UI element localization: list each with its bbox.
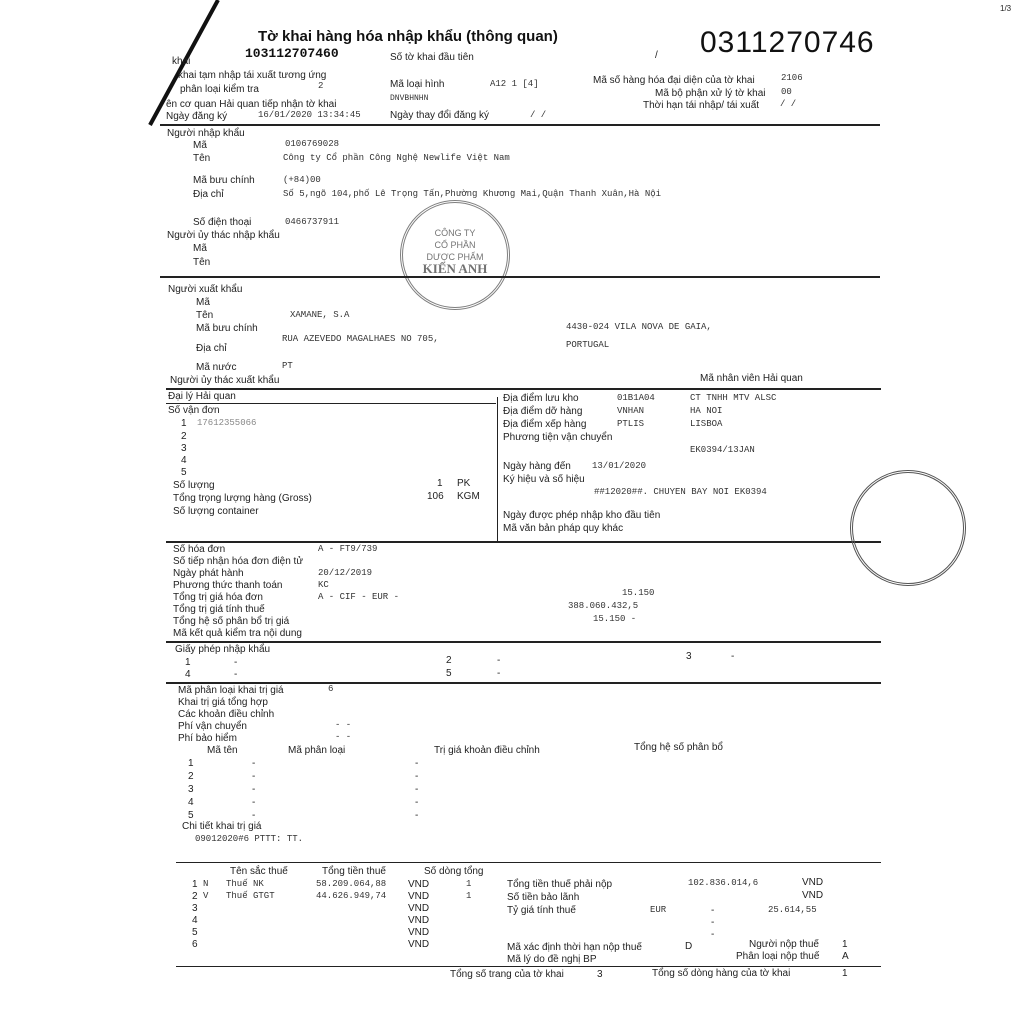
- row-no: 5: [188, 810, 194, 821]
- exporter-country: PT: [282, 361, 293, 371]
- marks-label: Ký hiệu và số hiệu: [503, 474, 585, 485]
- permit-value: -: [731, 651, 735, 662]
- exchange-rate-currency: EUR: [650, 905, 667, 915]
- first-declaration-slash: /: [655, 50, 658, 61]
- exporter-code-label: Mã: [196, 297, 210, 308]
- tax-cur: VND: [408, 927, 430, 938]
- bill-row-no: 4: [181, 455, 187, 466]
- valuation-class-label: Mã phân loại khai trị giá: [178, 685, 284, 696]
- exchange-rate-label: Tỷ giá tính thuế: [507, 905, 576, 916]
- issue-date-label: Ngày phát hành: [173, 568, 244, 579]
- total-pages: 3: [597, 969, 603, 980]
- importer-name: Công ty Cổ phần Công Nghệ Newlife Việt Nam: [283, 153, 510, 163]
- total-pages-label: Tổng số trang của tờ khai: [450, 969, 564, 980]
- other-legal-doc-label: Mã văn bản pháp quy khác: [503, 523, 624, 534]
- first-storage-date-label: Ngày được phép nhập kho đầu tiên: [503, 510, 661, 521]
- col-allocation: Tổng hệ số phân bổ: [634, 742, 723, 753]
- company-stamp: [400, 200, 510, 310]
- transport-means: EK0394/13JAN: [690, 445, 755, 455]
- hs-code: 2106: [781, 73, 803, 83]
- bill-row-no: 3: [181, 443, 187, 454]
- declaration-number: 103112707460: [245, 46, 339, 61]
- e-invoice-label: Số tiếp nhận hóa đơn điện tử: [173, 556, 304, 567]
- col-name-code: Mã tên: [207, 745, 238, 756]
- summary-valuation-label: Khai trị giá tổng hợp: [178, 697, 268, 708]
- tax-n: 3: [192, 903, 198, 914]
- dash: -: [415, 797, 419, 808]
- quantity: 1: [437, 478, 443, 489]
- divider: [166, 541, 881, 543]
- importer-name-label: Tên: [193, 153, 211, 164]
- gross-weight: 106: [427, 491, 444, 502]
- permit-value: -: [234, 669, 238, 680]
- payment-method-label: Phương thức thanh toán: [173, 580, 283, 591]
- unloading-place-code: VNHAN: [617, 406, 645, 416]
- permit-no: 3: [686, 651, 692, 662]
- storage-place-name: CT TNHH MTV ALSC: [690, 393, 777, 403]
- permit-value: -: [234, 657, 238, 668]
- dept-code-label: Mã bộ phận xử lý tờ khai: [655, 88, 766, 99]
- tax-cur: VND: [408, 915, 430, 926]
- exporter-address-line3: PORTUGAL: [566, 340, 610, 350]
- quantity-unit: PK: [457, 478, 471, 489]
- importer-code: 0106769028: [285, 139, 340, 149]
- importer-code-label: Mã: [193, 140, 207, 151]
- exporter-country-label: Mã nước: [196, 362, 237, 373]
- taxable-value-label: Tổng trị giá tính thuế: [173, 604, 265, 615]
- tax-n: 5: [192, 927, 198, 938]
- permit-value: -: [497, 655, 501, 666]
- permit-value: -: [497, 668, 501, 679]
- customs-stamp: [850, 470, 966, 586]
- exporter-label: Người xuất khẩu: [168, 284, 243, 295]
- col-adjust-value: Trị giá khoản điều chỉnh: [434, 745, 540, 756]
- tax-lines: 1: [466, 891, 472, 901]
- guarantee-label: Số tiền bảo lãnh: [507, 892, 580, 903]
- customs-office-label: ên cơ quan Hải quan tiếp nhận tờ khai: [166, 99, 337, 110]
- handwritten-number: 0311270746: [700, 26, 875, 59]
- guarantee-currency: VND: [802, 890, 824, 901]
- quantity-label: Số lượng: [173, 480, 215, 491]
- divider: [166, 641, 881, 643]
- tax-cur: VND: [408, 879, 430, 890]
- total-lines: 1: [842, 968, 848, 979]
- inspection-class: 2: [318, 81, 324, 91]
- storage-place-code: 01B1A04: [617, 393, 655, 403]
- invoice-no-label: Số hóa đơn: [173, 544, 226, 555]
- valuation-detail: 09012020#6 PTTT: TT.: [195, 834, 304, 844]
- insurance-label: Phí bảo hiểm: [178, 733, 237, 744]
- tax-cur: VND: [408, 939, 430, 950]
- bill-of-lading-no: 17612355066: [197, 418, 257, 428]
- adjustments-label: Các khoản điều chỉnh: [178, 709, 275, 720]
- dash: -: [711, 929, 715, 940]
- row-no: 1: [188, 758, 194, 769]
- import-trustor-label: Người ủy thác nhập khẩu: [167, 230, 280, 241]
- dash: -: [252, 797, 256, 808]
- transport-means-label: Phương tiện vận chuyển: [503, 432, 613, 443]
- invoice-no: A - FT9/739: [318, 544, 378, 554]
- unloading-place-label: Địa điểm dỡ hàng: [503, 406, 583, 417]
- stamp-line: DƯỢC PHẨM: [426, 252, 484, 262]
- allocation-coef-label: Tổng hệ số phân bổ trị giá: [173, 616, 290, 627]
- permit-no: 1: [185, 657, 191, 668]
- divider: [166, 403, 496, 404]
- payment-class-label: Phân loại nộp thuế: [736, 951, 820, 962]
- bp-reason-label: Mã lý do đề nghị BP: [507, 954, 597, 965]
- bill-row-no: 1: [181, 418, 187, 429]
- import-trustor-code-label: Mã: [193, 243, 207, 254]
- container-count-label: Số lượng container: [173, 506, 259, 517]
- divider: [160, 124, 880, 126]
- freight: - -: [335, 720, 352, 730]
- taxable-value: 388.060.432,5: [568, 601, 639, 611]
- export-trustor-label: Người ủy thác xuất khẩu: [170, 375, 280, 386]
- inspection-class-label: phân loại kiểm tra: [180, 84, 259, 95]
- exporter-address-line1: RUA AZEVEDO MAGALHAES NO 705,: [282, 334, 439, 344]
- hs-code-label: Mã số hàng hóa đại diện của tờ khai: [593, 75, 755, 86]
- invoice-total-terms: A - CIF - EUR -: [318, 592, 400, 602]
- gross-weight-unit: KGM: [457, 491, 480, 502]
- loading-place-code: PTLIS: [617, 419, 645, 429]
- col-tax-total: Tổng tiền thuế: [322, 866, 386, 877]
- tax-payable: 102.836.014,6: [688, 878, 759, 888]
- import-permit-label: Giấy phép nhập khẩu: [175, 644, 271, 655]
- dash: -: [711, 917, 715, 928]
- arrival-date: 13/01/2020: [592, 461, 647, 471]
- importer-label: Người nhập khẩu: [167, 128, 245, 139]
- exporter-postal-label: Mã bưu chính: [196, 323, 258, 334]
- registration-date: 16/01/2020 13:34:45: [258, 110, 361, 120]
- dash: -: [252, 771, 256, 782]
- importer-phone: 0466737911: [285, 217, 340, 227]
- tax-n: 2: [192, 891, 198, 902]
- gross-weight-label: Tổng trọng lượng hàng (Gross): [173, 493, 312, 504]
- bill-row-no: 2: [181, 431, 187, 442]
- valuation-detail-label: Chi tiết khai trị giá: [182, 821, 262, 832]
- divider: [166, 388, 881, 390]
- importer-address: Số 5,ngõ 104,phố Lê Trọng Tấn,Phường Khương Mai,Quận Thanh Xuân,Hà Nội: [283, 189, 662, 199]
- temp-import-label: khai tạm nhập tái xuất tương ứng: [178, 70, 327, 81]
- reexport-deadline-label: Thời hạn tái nhập/ tái xuất: [643, 100, 760, 111]
- tax-payable-currency: VND: [802, 877, 824, 888]
- tax-payable-label: Tổng tiền thuế phải nộp: [507, 879, 613, 890]
- col-class-code: Mã phân loại: [288, 745, 346, 756]
- loading-place-name: LISBOA: [690, 419, 723, 429]
- divider: [160, 276, 880, 278]
- tax-code: V: [203, 891, 209, 901]
- payment-class: A: [842, 951, 849, 962]
- first-declaration-label: Số tờ khai đầu tiên: [390, 52, 474, 63]
- arrival-date-label: Ngày hàng đến: [503, 461, 571, 472]
- customs-office: DNVBHNHN: [390, 94, 429, 103]
- import-trustor-name-label: Tên: [193, 257, 211, 268]
- importer-phone-label: Số điện thoại: [193, 217, 252, 228]
- tax-name: Thuế GTGT: [226, 891, 275, 901]
- importer-postal-label: Mã bưu chính: [193, 175, 255, 186]
- deadline-code: D: [685, 941, 693, 952]
- change-date: / /: [530, 110, 547, 120]
- divider: [166, 682, 881, 684]
- freight-label: Phí vận chuyển: [178, 721, 247, 732]
- dash: -: [415, 784, 419, 795]
- declaration-no-label: khai: [172, 56, 191, 67]
- tax-n: 6: [192, 939, 198, 950]
- row-no: 4: [188, 797, 194, 808]
- tax-name: Thuế NK: [226, 879, 264, 889]
- tax-n: 4: [192, 915, 198, 926]
- customs-agent-label: Đại lý Hải quan: [168, 391, 236, 402]
- col-tax-lines: Số dòng tổng: [424, 866, 484, 877]
- bill-of-lading-label: Số vận đơn: [168, 405, 220, 416]
- stamp-line: CỔ PHẦN: [434, 240, 476, 250]
- marks: ##12020##. CHUYEN BAY NOI EK0394: [594, 487, 767, 497]
- exporter-address-label: Địa chỉ: [196, 343, 227, 354]
- invoice-total-label: Tổng trị giá hóa đơn: [173, 592, 263, 603]
- importer-postal: (+84)00: [283, 175, 321, 185]
- reexport-deadline: / /: [780, 99, 797, 109]
- stamp-line: KIẾN ANH: [422, 261, 488, 276]
- valuation-class: 6: [328, 684, 334, 694]
- exporter-name-label: Tên: [196, 310, 214, 321]
- type-code: A12 1 [4]: [490, 79, 539, 89]
- allocation-coef: 15.150 -: [593, 614, 637, 624]
- importer-address-label: Địa chỉ: [193, 189, 224, 200]
- check-result-label: Mã kết quả kiểm tra nội dung: [173, 628, 302, 639]
- col-tax-name: Tên sắc thuế: [230, 866, 288, 877]
- permit-no: 2: [446, 655, 452, 666]
- dash: -: [415, 810, 419, 821]
- stamp-line: CÔNG TY: [434, 228, 476, 238]
- storage-place-label: Địa điểm lưu kho: [503, 393, 579, 404]
- loading-place-label: Địa điểm xếp hàng: [503, 419, 587, 430]
- tax-lines: 1: [466, 879, 472, 889]
- permit-no: 5: [446, 668, 452, 679]
- customs-officer-label: Mã nhân viên Hải quan: [700, 373, 803, 384]
- exchange-rate: 25.614,55: [768, 905, 817, 915]
- dept-code: 00: [781, 87, 792, 97]
- dash: -: [252, 784, 256, 795]
- taxpayer: 1: [842, 939, 848, 950]
- payment-method: KC: [318, 580, 329, 590]
- dash: -: [415, 771, 419, 782]
- exporter-address-line2: 4430-024 VILA NOVA DE GAIA,: [566, 322, 712, 332]
- dash: -: [711, 905, 715, 916]
- bill-row-no: 5: [181, 467, 187, 478]
- page-number: 1/3: [1000, 4, 1012, 13]
- exporter-name: XAMANE, S.A: [290, 310, 350, 320]
- registration-date-label: Ngày đăng ký: [166, 111, 228, 122]
- permit-no: 4: [185, 669, 191, 680]
- column-divider: [497, 397, 498, 543]
- tax-amount: 44.626.949,74: [316, 891, 387, 901]
- tax-amount: 58.209.064,88: [316, 879, 387, 889]
- tax-cur: VND: [408, 903, 430, 914]
- tax-code: N: [203, 879, 209, 889]
- taxpayer-label: Người nộp thuế: [749, 939, 819, 950]
- insurance: - -: [335, 732, 352, 742]
- tax-cur: VND: [408, 891, 430, 902]
- unloading-place-name: HA NOI: [690, 406, 723, 416]
- dash: -: [252, 810, 256, 821]
- divider: [176, 966, 881, 967]
- dash: -: [252, 758, 256, 769]
- deadline-code-label: Mã xác định thời hạn nộp thuế: [507, 942, 642, 953]
- type-code-label: Mã loại hình: [390, 79, 445, 90]
- invoice-total-amount: 15.150: [622, 588, 655, 598]
- total-lines-label: Tổng số dòng hàng của tờ khai: [652, 968, 791, 979]
- divider: [176, 862, 881, 863]
- change-date-label: Ngày thay đổi đăng ký: [390, 110, 489, 121]
- tax-n: 1: [192, 879, 198, 890]
- row-no: 2: [188, 771, 194, 782]
- dash: -: [415, 758, 419, 769]
- issue-date: 20/12/2019: [318, 568, 373, 578]
- document-title: Tờ khai hàng hóa nhập khẩu (thông quan): [258, 28, 558, 45]
- row-no: 3: [188, 784, 194, 795]
